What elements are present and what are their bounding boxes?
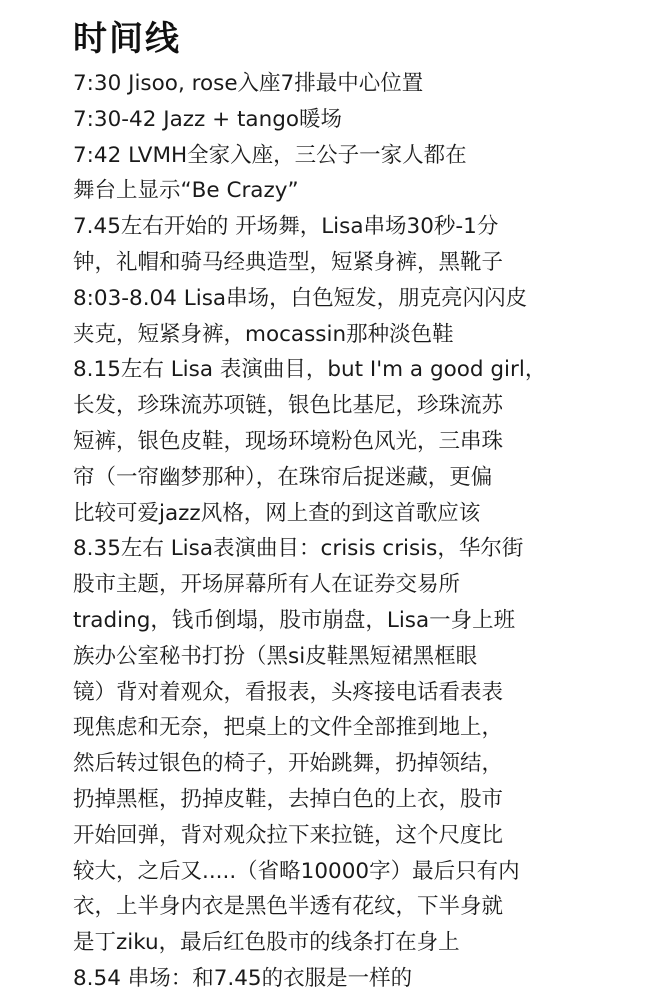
timeline-line-24: 衣，上半身内衣是黑色半透有花纹，下半身就 xyxy=(73,894,504,920)
timeline-line-23: 较大，之后又.....（省略10000字）最后只有内 xyxy=(73,858,520,884)
timeline-line-7: 8:03-8.04 Lisa串场，白色短发，朋克亮闪闪皮 xyxy=(73,285,528,311)
timeline-line-3: 7:42 LVMH全家入座，三公子一家人都在 xyxy=(73,142,467,168)
timeline-line-26: 8.54 串场：和7.45的衣服是一样的 xyxy=(73,965,413,991)
timeline-line-21: 扔掉黑框，扔掉皮鞋，去掉白色的上衣，股市 xyxy=(73,786,504,812)
timeline-line-11: 短裤，银色皮鞋，现场环境粉色风光，三串珠 xyxy=(73,428,504,454)
timeline-line-19: 现焦虑和无奈，把桌上的文件全部推到地上， xyxy=(73,715,504,741)
timeline-line-25: 是丁ziku，最后红色股市的线条打在身上 xyxy=(73,930,460,956)
timeline-line-12: 帘（一帘幽梦那种），在珠帘后捉迷藏，更偏 xyxy=(73,464,493,490)
timeline-line-10: 长发，珍珠流苏项链，银色比基尼，珍珠流苏 xyxy=(73,393,504,419)
timeline-line-8: 夹克，短紧身裤，mocassin那种淡色鞋 xyxy=(73,321,454,347)
page-title: 时间线 xyxy=(73,19,181,59)
timeline-line-5: 7.45左右开始的 开场舞，Lisa串场30秒-1分 xyxy=(73,214,499,240)
timeline-line-16: trading，钱币倒塌，股市崩盘，Lisa一身上班 xyxy=(73,607,516,633)
timeline-line-6: 钟，礼帽和骑马经典造型，短紧身裤，黑靴子 xyxy=(73,249,504,275)
timeline-line-13: 比较可爱jazz风格，网上查的到这首歌应该 xyxy=(73,500,481,526)
timeline-line-15: 股市主题，开场屏幕所有人在证券交易所 xyxy=(73,572,461,598)
timeline-line-17: 族办公室秘书打扮（黑si皮鞋黑短裙黑框眼 xyxy=(73,643,478,669)
timeline-line-18: 镜）背对着观众，看报表，头疼接电话看表表 xyxy=(73,679,504,705)
timeline-line-14: 8.35左右 Lisa表演曲目：crisis crisis，华尔街 xyxy=(73,536,524,562)
timeline-line-4: 舞台上显示“Be Crazy” xyxy=(73,178,299,204)
timeline-line-1: 7:30 Jisoo, rose入座7排最中心位置 xyxy=(73,71,424,96)
timeline-line-22: 开始回弹，背对观众拉下来拉链，这个尺度比 xyxy=(73,822,504,848)
timeline-line-2: 7:30-42 Jazz + tango暖场 xyxy=(73,106,343,132)
timeline-line-9: 8.15左右 Lisa 表演曲目，but I'm a good girl， xyxy=(73,357,547,383)
timeline-line-20: 然后转过银色的椅子，开始跳舞，扔掉领结， xyxy=(73,751,504,777)
